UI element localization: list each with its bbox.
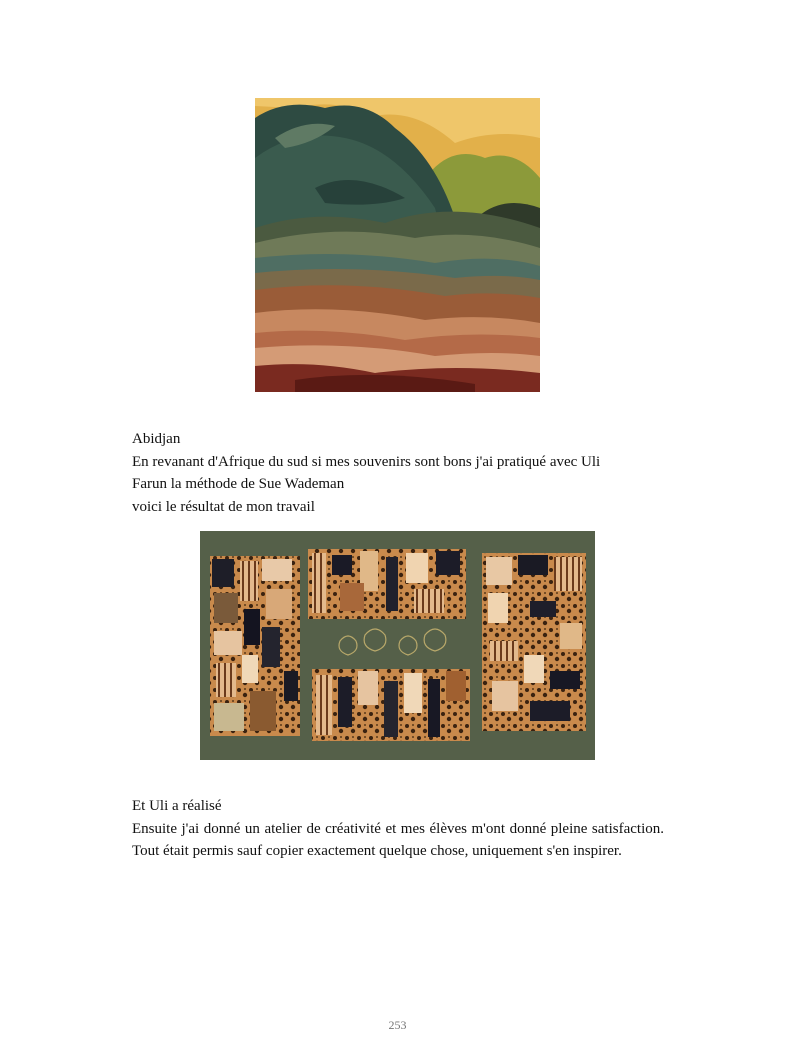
patchwork-quilt-illustration bbox=[200, 531, 595, 760]
patchwork-quilt-image bbox=[200, 531, 595, 760]
body-line-3: voici le résultat de mon travail bbox=[132, 498, 315, 515]
body-line-2: Farun la méthode de Sue Wademan bbox=[132, 476, 345, 492]
body-line-1: En revanant d'Afrique du sud si mes souvenirs sont bons j'ai pratiqué avec Uli bbox=[132, 453, 601, 470]
body-paragraph: Ensuite j'ai donné un atelier de créativité et mes élèves m'ont donné pleine satisfaction. Tout était permis sauf copier exactement quelque chose, uniquement s'en inspirer. bbox=[132, 820, 664, 859]
caption-uli: Et Uli a réalisé bbox=[132, 798, 222, 814]
text-block-2 bbox=[132, 795, 664, 863]
landscape-quilt-illustration bbox=[255, 98, 540, 392]
landscape-quilt-image bbox=[255, 98, 540, 392]
caption-abidjan: Abidjan bbox=[132, 431, 181, 447]
text-block-1 bbox=[132, 428, 664, 518]
page-number: 253 bbox=[388, 1018, 407, 1032]
